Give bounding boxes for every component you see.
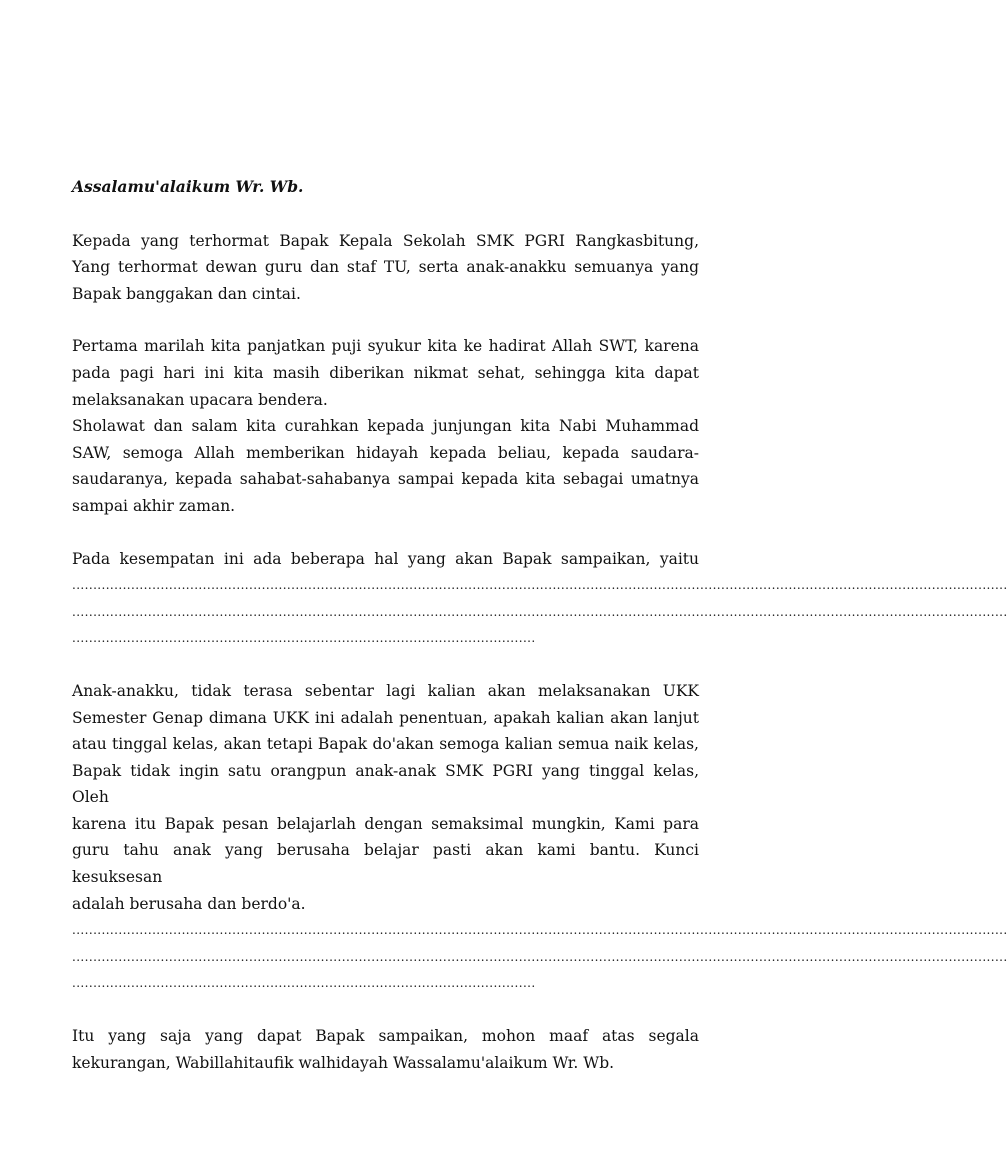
dotted-fill-line: .............................................................................................................. <box>72 976 536 991</box>
text-line: Bapak tidak ingin satu orangpun anak-anak SMK PGRI yang tinggal kelas, Oleh <box>72 761 699 807</box>
text-line: Anak-anakku, tidak terasa sebentar lagi kalian akan melaksanakan UKK <box>72 681 699 700</box>
text-line: SAW, semoga Allah memberikan hidayah kepada beliau, kepada saudara- <box>72 443 699 462</box>
text-line: Pertama marilah kita panjatkan puji syukur kita ke hadirat Allah SWT, karena <box>72 337 699 356</box>
text-line: pada pagi hari ini kita masih diberikan nikmat sehat, sehingga kita dapat <box>72 363 699 382</box>
text-line: guru tahu anak yang berusaha belajar pasti akan kami bantu. Kunci kesuksesan <box>72 841 699 887</box>
dotted-fill-line: .............................................................................................................................................................................................................................. <box>72 604 1008 619</box>
text-line: adalah berusaha dan berdo'a. <box>72 894 306 913</box>
text-line: sampai akhir zaman. <box>72 496 236 515</box>
paragraph-opening <box>72 333 699 519</box>
dotted-fill-line: .............................................................................................................................................................................................................................. <box>72 949 1008 964</box>
text-line: Kepada yang terhormat Bapak Kepala Sekolah SMK PGRI Rangkasbitung, <box>72 231 699 250</box>
paragraph-topics <box>72 546 1008 652</box>
dotted-fill-line: .............................................................................................................................................................................................................................. <box>72 923 1008 938</box>
greeting: Assalamu'alaikum Wr. Wb. <box>72 177 304 196</box>
text-line: Semester Genap dimana UKK ini adalah penentuan, apakah kalian akan lanjut <box>72 708 699 727</box>
paragraph-closing <box>72 1023 699 1076</box>
text-line: atau tinggal kelas, akan tetapi Bapak do'akan semoga kalian semua naik kelas, <box>72 735 699 754</box>
text-line: Yang terhormat dewan guru dan staf TU, serta anak-anakku semuanya yang <box>72 258 699 277</box>
text-line: kekurangan, Wabillahitaufik walhidayah Wassalamu'alaikum Wr. Wb. <box>72 1053 615 1072</box>
text-line: melaksanakan upacara bendera. <box>72 390 328 409</box>
paragraph-message <box>72 678 1008 997</box>
text-line: Sholawat dan salam kita curahkan kepada junjungan kita Nabi Muhammad <box>72 417 699 436</box>
text-line: Bapak banggakan dan cintai. <box>72 284 301 303</box>
text-line: Pada kesempatan ini ada beberapa hal yang akan Bapak sampaikan, yaitu <box>72 549 699 568</box>
text-line: Itu yang saja yang dapat Bapak sampaikan, mohon maaf atas segala <box>72 1027 699 1046</box>
paragraph-salutation <box>72 228 699 308</box>
document-page <box>72 174 1008 1102</box>
dotted-fill-line: .............................................................................................................. <box>72 631 536 646</box>
text-line: karena itu Bapak pesan belajarlah dengan semaksimal mungkin, Kami para <box>72 814 699 833</box>
text-line: saudaranya, kepada sahabat-sahabanya sampai kepada kita sebagai umatnya <box>72 470 699 489</box>
dotted-fill-line: .............................................................................................................................................................................................................................. <box>72 578 1008 593</box>
